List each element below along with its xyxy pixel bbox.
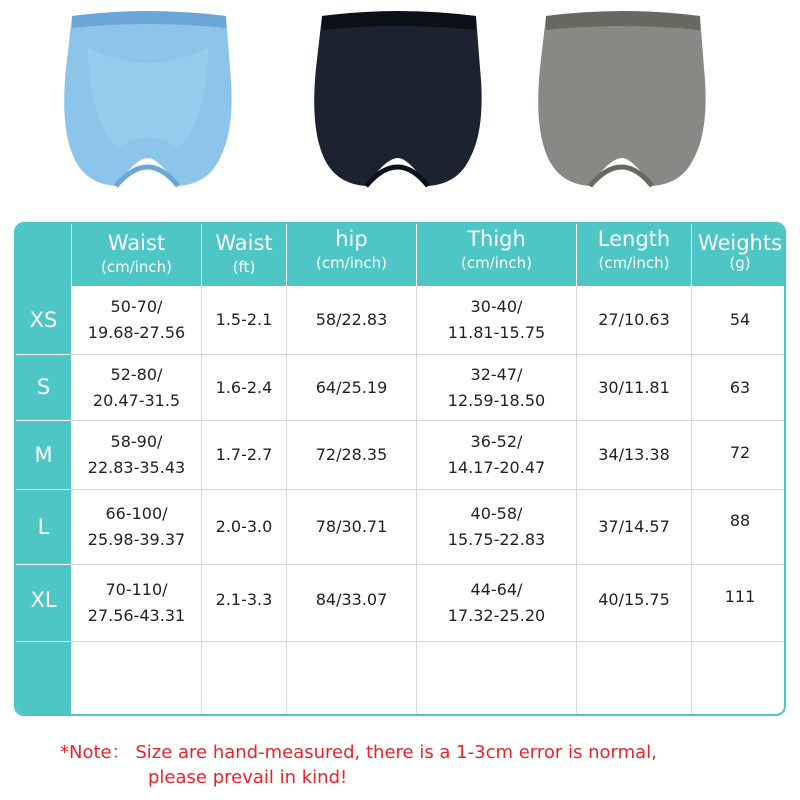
cell-text: 17.32-25.20 bbox=[447, 606, 546, 625]
table-cell bbox=[72, 421, 201, 489]
cell-text: 50-70/ bbox=[110, 297, 163, 316]
header-title: Length bbox=[597, 227, 671, 251]
table-cell: 1.6-2.4 bbox=[215, 377, 273, 397]
header-title: Waist bbox=[215, 231, 273, 255]
header-unit: (g) bbox=[729, 254, 751, 272]
note-line-2: please prevail in kind! bbox=[148, 767, 348, 788]
table-cell bbox=[72, 286, 201, 354]
cell-text: 14.17-20.47 bbox=[447, 458, 546, 477]
table-cell: 40/15.75 bbox=[598, 590, 670, 609]
black-diaper-image bbox=[308, 8, 488, 194]
size-chart-table bbox=[14, 222, 786, 716]
table-cell bbox=[417, 565, 576, 641]
cell-text: 25.98-39.37 bbox=[87, 530, 186, 549]
row-divider bbox=[71, 641, 786, 642]
size-label: M bbox=[34, 443, 53, 467]
cell-text: 19.68-27.56 bbox=[87, 323, 186, 342]
table-cell: 88 bbox=[729, 511, 751, 530]
cell-text: 30-40/ bbox=[470, 297, 523, 316]
table-cell: 2.0-3.0 bbox=[215, 517, 273, 536]
cell-text: 44-64/ bbox=[470, 580, 523, 599]
header-length bbox=[577, 224, 691, 286]
table-cell: 1.5-2.1 bbox=[215, 310, 273, 329]
size-label: XL bbox=[30, 588, 57, 612]
table-cell: 84/33.07 bbox=[315, 590, 388, 609]
table-cell bbox=[417, 421, 576, 489]
table-cell: 72/28.35 bbox=[315, 445, 388, 464]
table-cell: 30/11.81 bbox=[598, 377, 670, 397]
table-cell: 54 bbox=[729, 310, 751, 329]
header-title: Waist bbox=[107, 231, 166, 255]
table-cell: 37/14.57 bbox=[598, 517, 670, 536]
cell-text: 32-47/ bbox=[470, 364, 523, 384]
table-cell bbox=[72, 490, 201, 564]
table-cell bbox=[417, 286, 576, 354]
header-unit: (ft) bbox=[232, 258, 256, 276]
table-cell: 111 bbox=[724, 587, 756, 606]
size-label: S bbox=[36, 375, 51, 399]
table-cell: 34/13.38 bbox=[598, 445, 670, 464]
table-cell bbox=[72, 355, 201, 420]
header-unit: (cm/inch) bbox=[598, 254, 670, 272]
header-waist-ft bbox=[202, 224, 286, 286]
size-label: XS bbox=[29, 308, 58, 332]
header-unit: (cm/inch) bbox=[315, 254, 388, 272]
header-weights bbox=[692, 224, 786, 286]
header-title: Thigh bbox=[467, 227, 526, 251]
table-cell: 64/25.19 bbox=[315, 377, 388, 397]
cell-text: 27.56-43.31 bbox=[87, 606, 186, 625]
header-waist-cm bbox=[72, 224, 201, 286]
table-cell: 63 bbox=[729, 377, 751, 397]
cell-text: 11.81-15.75 bbox=[447, 323, 546, 342]
cell-text: 36-52/ bbox=[470, 432, 523, 451]
table-cell bbox=[417, 490, 576, 564]
table-cell: 1.7-2.7 bbox=[215, 445, 273, 464]
cell-text: 66-100/ bbox=[105, 504, 168, 523]
note-line-1: *Note： Size are hand-measured, there is a 1-3cm error is normal, bbox=[60, 742, 657, 763]
table-cell bbox=[417, 355, 576, 420]
blue-diaper-image bbox=[58, 8, 238, 194]
cell-text: 12.59-18.50 bbox=[447, 390, 546, 410]
table-cell bbox=[72, 565, 201, 641]
cell-text: 58-90/ bbox=[110, 432, 163, 451]
table-cell: 58/22.83 bbox=[315, 310, 388, 329]
header-thigh bbox=[417, 224, 576, 286]
cell-text: 70-110/ bbox=[105, 580, 168, 599]
table-cell: 2.1-3.3 bbox=[215, 590, 273, 609]
cell-text: 20.47-31.5 bbox=[92, 390, 181, 410]
header-unit: (cm/inch) bbox=[100, 258, 173, 276]
header-hip bbox=[287, 224, 416, 286]
table-cell: 27/10.63 bbox=[598, 310, 670, 329]
header-title: Weights bbox=[697, 231, 783, 255]
cell-text: 15.75-22.83 bbox=[447, 530, 546, 549]
table-cell: 72 bbox=[729, 443, 751, 462]
header-unit: (cm/inch) bbox=[460, 254, 533, 272]
cell-text: 40-58/ bbox=[470, 504, 523, 523]
grey-diaper-image bbox=[532, 8, 712, 194]
header-title: hip bbox=[335, 227, 368, 251]
cell-text: 22.83-35.43 bbox=[87, 458, 186, 477]
size-label: L bbox=[37, 515, 50, 539]
table-cell: 78/30.71 bbox=[315, 517, 388, 536]
row-divider bbox=[16, 641, 71, 642]
cell-text: 52-80/ bbox=[110, 364, 163, 384]
